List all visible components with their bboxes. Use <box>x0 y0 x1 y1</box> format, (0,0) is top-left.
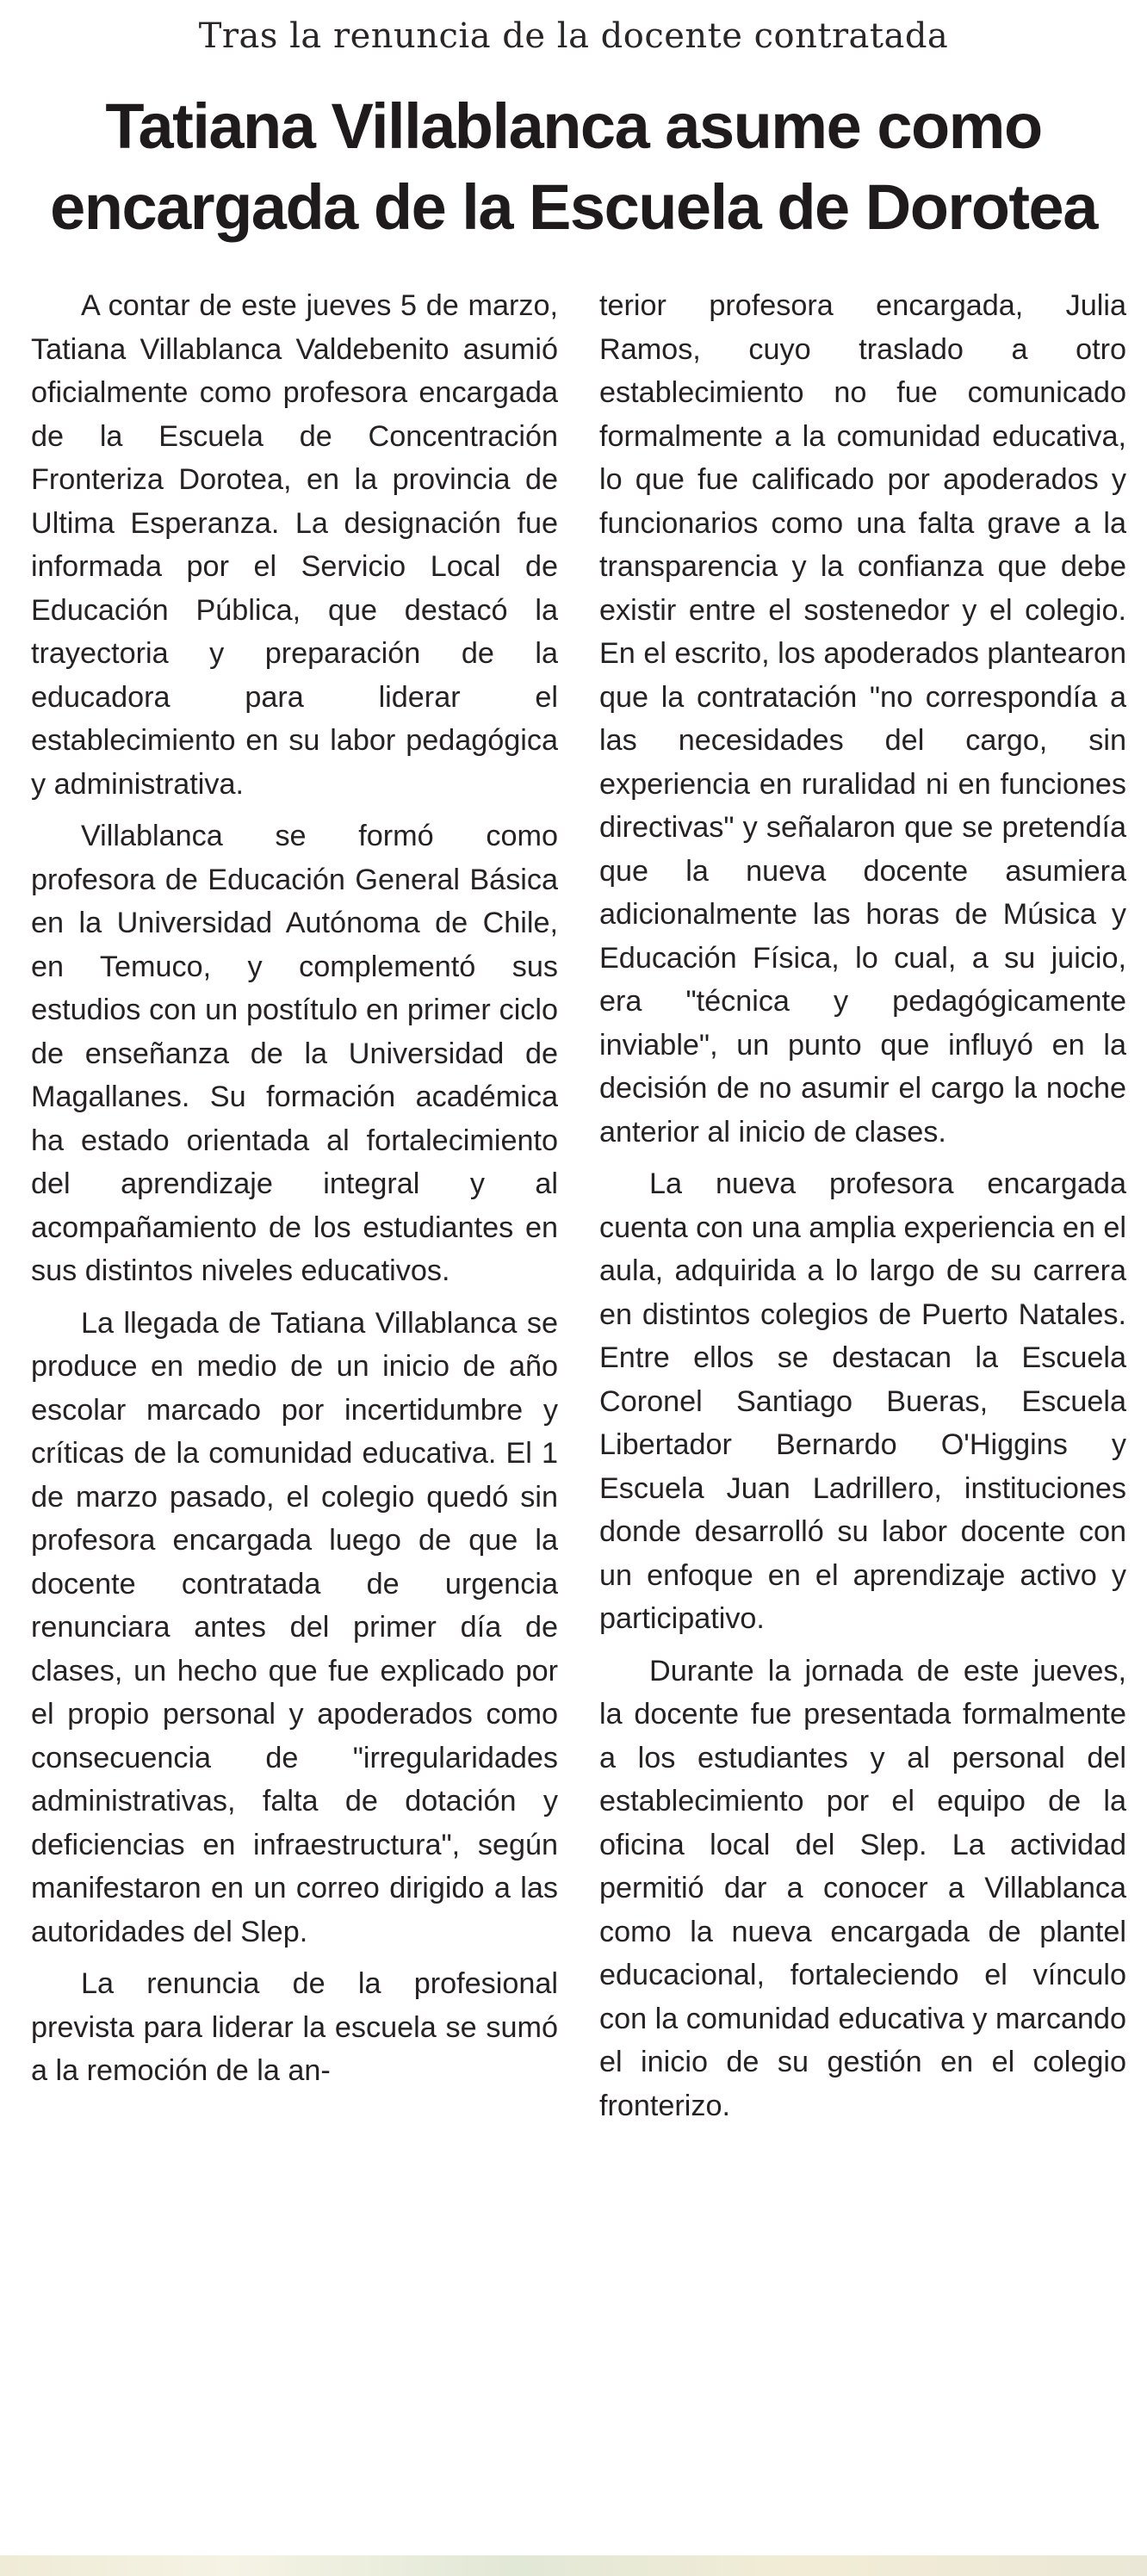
paragraph-4-continuation: terior profesora encargada, Julia Ramos, cuyo traslado a otro establecimiento no fue comunicado formalmente a la comunidad educativa, lo que fue calificado por apoderados y funcionarios como una falta grave a la transparencia y la confianza que debe existir entre el sostenedor y el colegio. En el escrito, los apoderados plantearon que la contratación "no correspondía a las necesidades del cargo, sin experiencia en ruralidad ni en funciones directivas" y señalaron que se pretendía que la nueva docente asumiera adicionalmente las horas de Música y Educación Física, lo cual, a su juicio, era "técnica y pedagógicamente inviable", un punto que influyó en la decisión de no asumir el cargo la noche anterior al inicio de clases. <box>599 289 1126 1149</box>
right-column <box>599 284 1126 2136</box>
left-column <box>31 284 558 2102</box>
paragraph-6: Durante la jornada de este jueves, la docente fue presentada formalmente a los estudiantes y al personal del establecimiento por el equipo de la oficina local del Slep. La actividad permitió dar a conocer a Villablanca como la nueva encargada de plantel educacional, fortaleciendo el vínculo con la comunidad educativa y marcando el inicio de su gestión en el colegio fronterizo. <box>599 1654 1126 2122</box>
article-headline: Tatiana Villablanca asume como encargada de la Escuela de Dorotea <box>50 90 1097 243</box>
article-kicker: Tras la renuncia de la docente contratada <box>198 16 949 56</box>
scan-edge-strip <box>0 2555 1147 2576</box>
paragraph-5: La nueva profesora encargada cuenta con una amplia experiencia en el aula, adquirida a lo largo de su carrera en distintos colegios de Puerto Natales. Entre ellos se destacan la Escuela Coronel Santiago Bueras, Escuela Libertador Bernardo O'Higgins y Escuela Juan Ladrillero, instituciones donde desarrolló su labor docente con un enfoque en el aprendizaje activo y participativo. <box>599 1167 1126 1635</box>
paragraph-3: La llegada de Tatiana Villablanca se produce en medio de un inicio de año escolar marcado por incertidumbre y críticas de la comunidad educativa. El 1 de marzo pasado, el colegio quedó sin profesora encargada luego de que la docente contratada de urgencia renunciara antes del primer día de clases, un hecho que fue explicado por el propio personal y apoderados como consecuencia de "irregularidades administrativas, falta de dotación y deficiencias en infraestructura", según manifestaron en un correo dirigido a las autoridades del Slep. <box>31 1306 558 1948</box>
paragraph-1: A contar de este jueves 5 de marzo, Tatiana Villablanca Valdebenito asumió oficialmente como profesora encargada de la Escuela de Concentración Fronteriza Dorotea, en la provincia de Ultima Esperanza. La designación fue informada por el Servicio Local de Educación Pública, que destacó la trayectoria y preparación de la educadora para liderar el establecimiento en su labor pedagógica y administrativa. <box>31 289 558 801</box>
paragraph-2: Villablanca se formó como profesora de Educación General Básica en la Universidad Autónoma de Chile, en Temuco, y complementó sus estudios con un postítulo en primer ciclo de enseñanza de la Universidad de Magallanes. Su formación académica ha estado orientada al fortalecimiento del aprendizaje integral y al acompañamiento de los estudiantes en sus distintos niveles educativos. <box>31 820 558 1287</box>
paragraph-4: La renuncia de la profesional prevista para liderar la escuela se sumó a la remoción de la an- <box>31 1967 558 2087</box>
